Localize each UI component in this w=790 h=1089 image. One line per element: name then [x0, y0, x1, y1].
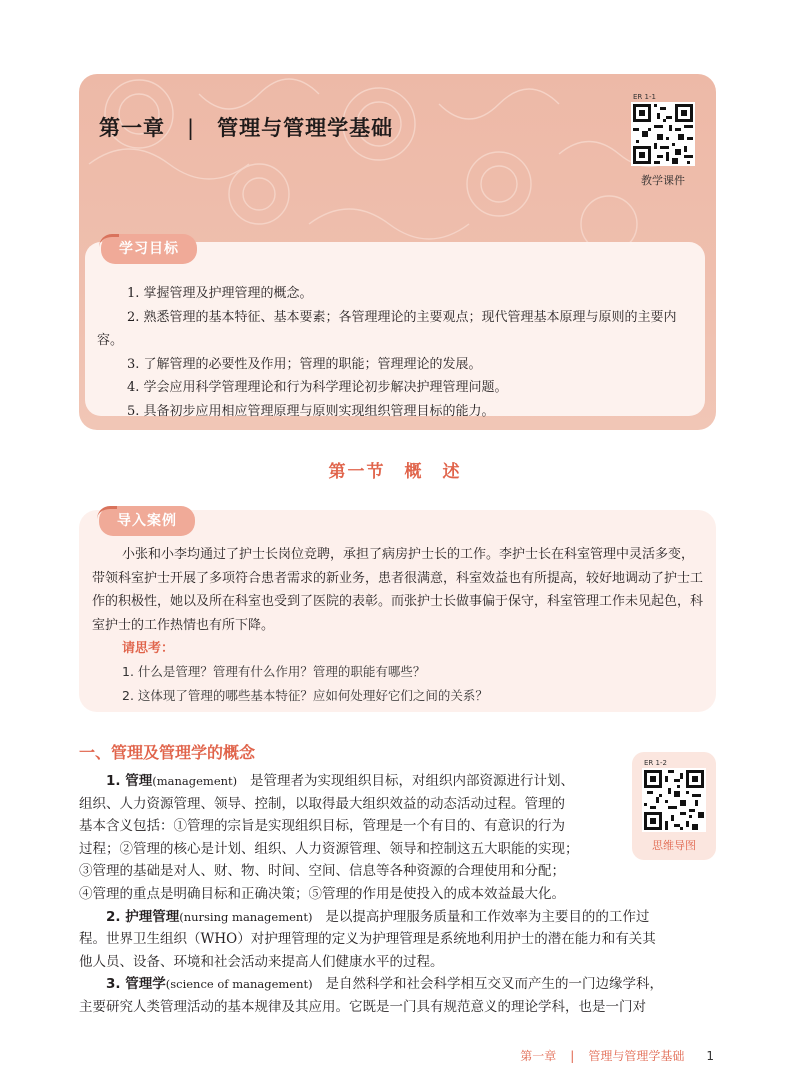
list-item: 2. 熟悉管理的基本特征、基本要素；各管理理论的主要观点；现代管理基本原理与原则的主要内容。	[97, 309, 677, 348]
term-english: (nursing management)	[179, 909, 313, 924]
paragraph-line: ③管理的基础是对人、财、物、时间、空间、信息等各种资源的合理使用和分配；	[79, 863, 565, 880]
mindmap-caption: 思维导图	[652, 839, 696, 852]
case-card	[79, 510, 716, 712]
question-item: 2. 这体现了管理的哪些基本特征？应如何处理好它们之间的关系？	[122, 687, 488, 703]
chapter-header	[79, 74, 716, 430]
term-english: (science of management)	[165, 977, 313, 992]
qr-caption: 教学课件	[641, 174, 685, 187]
case-label: 导入案例	[99, 506, 195, 536]
title-separator: |	[187, 116, 196, 140]
paragraph-line: 程。世界卫生组织（WHO）对护理管理的定义为护理管理是系统地利用护士的潜在能力和有关其	[79, 931, 656, 948]
term-management-science: 3. 管理学	[106, 976, 166, 993]
footer-chapter: 第一章	[520, 1049, 557, 1063]
term-management: 1. 管理	[106, 773, 153, 789]
courseware-qr[interactable]	[628, 93, 698, 188]
paragraph-line	[79, 906, 663, 929]
think-title: 请思考：	[122, 641, 175, 656]
page-number: 1	[706, 1049, 714, 1063]
qr-id-label: ER 1-2	[644, 759, 667, 767]
paragraph-line: 过程；②管理的核心是计划、组织、人力资源管理、领导和控制这五大职能的实现；	[79, 840, 579, 857]
paragraph-line: 主要研究人类管理活动的基本规律及其应用。它既是一门具有规范意义的理论学科，也是一门对	[79, 998, 646, 1015]
chapter-title	[99, 112, 393, 142]
paragraph-line: 组织、人力资源管理、领导、控制，以取得最大组织效益的动态活动过程。管理的	[79, 795, 565, 812]
text-line: 是以提高护理服务质量和工作效率为主要目的的工作过	[325, 908, 650, 925]
learning-objectives-card	[85, 241, 705, 419]
paragraph-line: 他人员、设备、环境和社会活动来提高人们健康水平的过程。	[79, 953, 444, 970]
paragraph-line	[79, 973, 663, 996]
qr-id-label: ER 1-1	[633, 93, 656, 101]
decorative-pattern	[79, 74, 716, 244]
paragraph-line: ④管理的重点是明确目标和正确决策；⑤管理的作用是使投入的成本效益最大化。	[79, 885, 565, 902]
paragraph-line: 基本含义包括：①管理的宗旨是实现组织目标，管理是一个有目的、有意识的行为	[79, 818, 565, 835]
list-item: 1. 掌握管理及护理管理的概念。	[127, 286, 313, 301]
footer-title: 管理与管理学基础	[588, 1049, 685, 1063]
list-item: 5. 具备初步应用相应管理原理与原则实现组织管理目标的能力。	[127, 403, 495, 419]
body-text	[79, 770, 663, 1019]
term-english: (management)	[152, 774, 238, 788]
list-item: 4. 学会应用科学管理理论和行为科学理论初步解决护理管理问题。	[127, 380, 508, 395]
case-text	[92, 543, 704, 707]
text-line: 是自然科学和社会科学相互交叉而产生的一门边缘学科，	[325, 976, 663, 993]
list-item: 3. 了解管理的必要性及作用；管理的职能；管理理论的发展。	[127, 356, 482, 372]
objectives-list	[97, 282, 697, 423]
case-paragraph: 小张和小李均通过了护士长岗位竞聘，承担了病房护士长的工作。李护士长在科室管理中灵活多变，带领科室护士开展了多项符合患者需求的新业务，患者很满意，科室效益也有所提高，较好地调动了护士工作的积极性，她以及所在科室也受到了医院的表彰。而张护士长做事偏于保守，科室管理工作未见起色，科室护士的工作热情也有所下降。	[92, 547, 704, 633]
chapter-name: 管理与管理学基础	[217, 116, 394, 140]
section-heading: 一、管理及管理学的概念	[79, 743, 256, 762]
page-footer	[520, 1047, 714, 1064]
qr-code-icon[interactable]	[631, 93, 695, 166]
objectives-label: 学习目标	[101, 234, 197, 264]
term-nursing-management: 2. 护理管理	[106, 908, 180, 925]
question-item: 1. 什么是管理？管理有什么作用？管理的职能有哪些？	[122, 664, 426, 679]
qr-pattern	[633, 104, 693, 164]
paragraph-line	[79, 770, 663, 793]
text-line: 是管理者为实现组织目标，对组织内部资源进行计划、	[250, 773, 575, 789]
footer-separator: |	[570, 1049, 575, 1063]
section-title: 第一节 概 述	[328, 462, 462, 482]
chapter-number: 第一章	[99, 116, 165, 140]
